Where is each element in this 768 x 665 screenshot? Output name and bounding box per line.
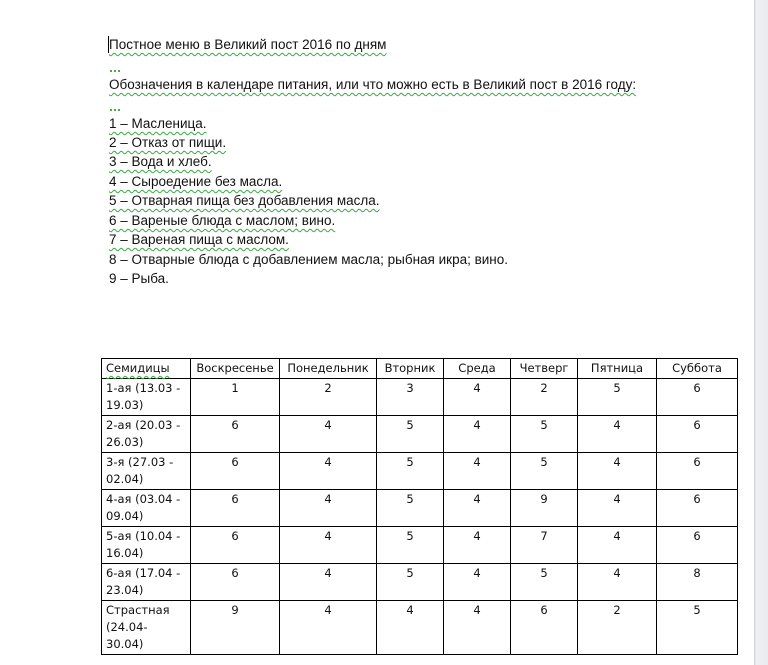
table-row [102, 564, 738, 601]
table-cell: 9 [511, 490, 578, 527]
table-row [102, 416, 738, 453]
table-cell: 2 [280, 379, 377, 416]
column-header: Вторник [377, 359, 444, 379]
column-header: Пятница [578, 359, 657, 379]
column-header: Понедельник [280, 359, 377, 379]
legend-item-5: 5 – Отварная пища без добавления масла. [109, 193, 380, 208]
table-cell: 4 [280, 490, 377, 527]
table-cell: 5 [377, 416, 444, 453]
table-cell: 6 [191, 564, 280, 601]
table-cell: 4 [578, 564, 657, 601]
table-cell: 6 [191, 527, 280, 564]
table-cell: 3 [377, 379, 444, 416]
column-header: Среда [444, 359, 511, 379]
table-cell: 4 [280, 601, 377, 655]
table-cell: 7 [511, 527, 578, 564]
table-cell: 4 [578, 453, 657, 490]
column-header: Четверг [511, 359, 578, 379]
table-cell: 5 [511, 416, 578, 453]
table-row [102, 601, 738, 655]
legend-item-4: 4 – Сыроедение без масла. [109, 174, 283, 189]
empty-paragraph-mark [109, 108, 121, 112]
page-title: Постное меню в Великий пост 2016 по дням [109, 37, 387, 52]
table-cell: 6 [657, 527, 738, 564]
table-cell: 5 [578, 379, 657, 416]
table-cell: 6 [657, 490, 738, 527]
table-cell: 1 [191, 379, 280, 416]
table-cell: 5 [377, 527, 444, 564]
week-cell: Страстная (24.04- 30.04) [102, 601, 191, 655]
week-cell: 6-ая (17.04 - 23.04) [102, 564, 191, 601]
table-cell: 4 [444, 379, 511, 416]
week-cell: 1-ая (13.03 - 19.03) [102, 379, 191, 416]
table-cell: 6 [657, 453, 738, 490]
legend-item-7: 7 – Вареная пища с маслом. [109, 232, 289, 247]
table-cell: 9 [191, 601, 280, 655]
column-header [102, 359, 191, 379]
table-cell: 4 [444, 453, 511, 490]
table-cell: 4 [578, 416, 657, 453]
table-cell: 4 [280, 416, 377, 453]
legend-item-6: 6 – Вареные блюда с маслом; вино. [109, 213, 336, 228]
table-cell: 6 [657, 416, 738, 453]
table-cell: 4 [578, 490, 657, 527]
table-cell: 5 [377, 453, 444, 490]
table-cell: 6 [191, 416, 280, 453]
table-cell: 2 [578, 601, 657, 655]
empty-paragraph-mark [109, 69, 121, 73]
table-cell: 5 [377, 490, 444, 527]
table-cell: 4 [280, 527, 377, 564]
page-edge-shadow [754, 0, 768, 665]
table-cell: 4 [578, 527, 657, 564]
column-header: Воскресенье [191, 359, 280, 379]
column-header: Суббота [657, 359, 738, 379]
table-row [102, 453, 738, 490]
legend-item-9: 9 – Рыба. [109, 271, 169, 286]
legend-item-3: 3 – Вода и хлеб. [109, 154, 212, 169]
table-cell: 4 [444, 527, 511, 564]
table-cell: 6 [191, 453, 280, 490]
legend-item-8: 8 – Отварные блюда с добавлением масла; рыбная икра; вино. [109, 252, 509, 267]
week-cell: 4-ая (03.04 - 09.04) [102, 490, 191, 527]
table-header-row [102, 359, 738, 379]
table-cell: 4 [280, 564, 377, 601]
table-cell: 4 [377, 601, 444, 655]
week-cell: 3-я (27.03 - 02.04) [102, 453, 191, 490]
table-cell: 5 [657, 601, 738, 655]
table-row [102, 379, 738, 416]
table-cell: 5 [511, 564, 578, 601]
table-cell: 6 [191, 490, 280, 527]
table-cell: 2 [511, 379, 578, 416]
legend-heading: Обозначения в календаре питания, или что можно есть в Великий пост в 2016 году: [109, 77, 637, 92]
column-header-label: Семидицы [106, 361, 170, 375]
table-cell: 5 [377, 564, 444, 601]
legend-item-1: 1 – Масленица. [109, 116, 207, 131]
table-cell: 4 [444, 416, 511, 453]
fasting-menu-table [101, 358, 738, 655]
table-cell: 8 [657, 564, 738, 601]
table-cell: 4 [444, 601, 511, 655]
table-cell: 4 [444, 564, 511, 601]
table-row [102, 490, 738, 527]
table-cell: 4 [280, 453, 377, 490]
table-cell: 5 [511, 453, 578, 490]
legend-item-2: 2 – Отказ от пищи. [109, 135, 227, 150]
week-cell: 2-ая (20.03 - 26.03) [102, 416, 191, 453]
table-cell: 6 [657, 379, 738, 416]
table-cell: 4 [444, 490, 511, 527]
week-cell: 5-ая (10.04 - 16.04) [102, 527, 191, 564]
table-row [102, 527, 738, 564]
table-cell: 6 [511, 601, 578, 655]
